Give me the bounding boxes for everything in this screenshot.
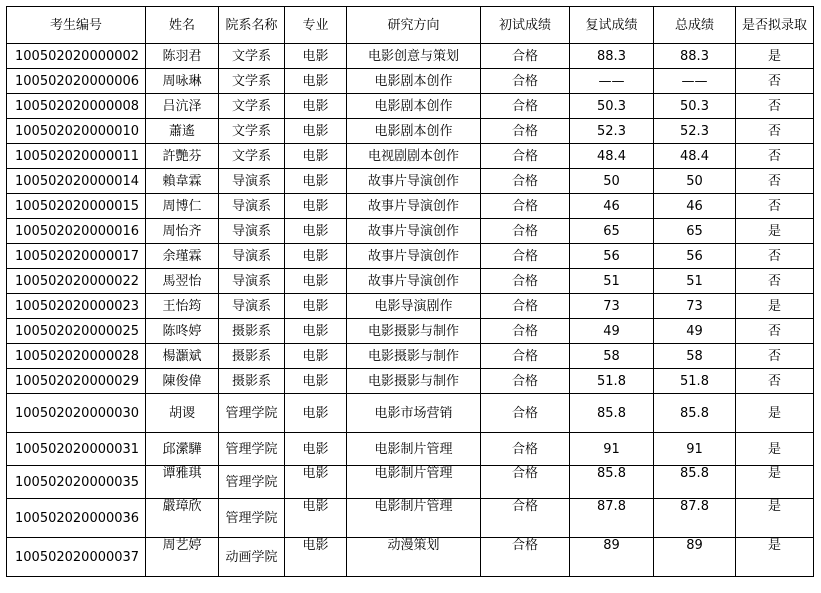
cell-retest-score: 56 [570,244,654,269]
cell-admitted: 否 [736,94,814,119]
cell-exam-id: 100502020000010 [7,119,146,144]
cell-retest-score: 51.8 [570,369,654,394]
cell-prelim-score: 合格 [481,344,570,369]
cell-retest-score: 73 [570,294,654,319]
cell-admitted: 否 [736,119,814,144]
table-row [7,244,814,269]
cell-major: 电影 [285,119,347,144]
cell-prelim-score: 合格 [481,169,570,194]
cell-retest-score: 91 [570,433,654,466]
cell-prelim-score: 合格 [481,538,570,577]
cell-exam-id: 100502020000002 [7,44,146,69]
table-row [7,269,814,294]
cell-total-score: 51 [654,269,736,294]
cell-prelim-score: 合格 [481,499,570,538]
cell-admitted: 否 [736,169,814,194]
cell-total-score: 85.8 [654,466,736,499]
cell-exam-id: 100502020000017 [7,244,146,269]
cell-admitted: 否 [736,344,814,369]
cell-retest-score: 51 [570,269,654,294]
cell-prelim-score: 合格 [481,69,570,94]
cell-research-direction: 电视剧剧本创作 [347,144,481,169]
header-exam-id: 考生编号 [7,7,146,44]
cell-research-direction: 电影摄影与制作 [347,319,481,344]
cell-name: 陈咚婷 [146,319,219,344]
cell-prelim-score: 合格 [481,319,570,344]
cell-department: 导演系 [219,244,285,269]
cell-retest-score: 85.8 [570,466,654,499]
cell-exam-id: 100502020000029 [7,369,146,394]
cell-admitted: 否 [736,319,814,344]
cell-retest-score: 85.8 [570,394,654,433]
header-prelim-score: 初试成绩 [481,7,570,44]
cell-exam-id: 100502020000022 [7,269,146,294]
cell-name: 余瑾霖 [146,244,219,269]
cell-admitted: 否 [736,144,814,169]
cell-total-score: 50.3 [654,94,736,119]
cell-department: 管理学院 [219,433,285,466]
cell-department: 文学系 [219,119,285,144]
cell-name: 蕭遙 [146,119,219,144]
cell-total-score: 52.3 [654,119,736,144]
table-row [7,369,814,394]
cell-total-score: —— [654,69,736,94]
cell-exam-id: 100502020000037 [7,538,146,577]
cell-department: 摄影系 [219,319,285,344]
cell-retest-score: 46 [570,194,654,219]
cell-name: 谭雅琪 [146,466,219,499]
cell-name: 馬翌怡 [146,269,219,294]
cell-department: 管理学院 [219,466,285,499]
cell-department: 文学系 [219,94,285,119]
cell-retest-score: 65 [570,219,654,244]
cell-retest-score: 52.3 [570,119,654,144]
cell-admitted: 否 [736,244,814,269]
cell-retest-score: 87.8 [570,499,654,538]
cell-name: 周艺婷 [146,538,219,577]
cell-major: 电影 [285,69,347,94]
cell-research-direction: 电影导演剧作 [347,294,481,319]
cell-research-direction: 电影剧本创作 [347,119,481,144]
cell-admitted: 否 [736,369,814,394]
cell-name: 邱瀠驊 [146,433,219,466]
cell-retest-score: 49 [570,319,654,344]
cell-major: 电影 [285,169,347,194]
cell-major: 电影 [285,269,347,294]
cell-research-direction: 电影市场营销 [347,394,481,433]
table-row [7,119,814,144]
cell-exam-id: 100502020000025 [7,319,146,344]
cell-name: 陈羽君 [146,44,219,69]
cell-department: 导演系 [219,194,285,219]
cell-total-score: 89 [654,538,736,577]
table-row [7,394,814,433]
cell-prelim-score: 合格 [481,394,570,433]
cell-total-score: 73 [654,294,736,319]
cell-retest-score: 48.4 [570,144,654,169]
cell-department: 管理学院 [219,499,285,538]
table-row [7,219,814,244]
cell-research-direction: 故事片导演创作 [347,269,481,294]
table-row [7,144,814,169]
cell-name: 楊灝斌 [146,344,219,369]
cell-prelim-score: 合格 [481,244,570,269]
cell-admitted: 是 [736,44,814,69]
cell-total-score: 50 [654,169,736,194]
cell-exam-id: 100502020000035 [7,466,146,499]
cell-retest-score: 58 [570,344,654,369]
cell-admitted: 是 [736,538,814,577]
cell-major: 电影 [285,433,347,466]
cell-total-score: 85.8 [654,394,736,433]
header-admitted: 是否拟录取 [736,7,814,44]
cell-major: 电影 [285,194,347,219]
cell-department: 文学系 [219,144,285,169]
table-row [7,344,814,369]
cell-exam-id: 100502020000031 [7,433,146,466]
cell-admitted: 否 [736,69,814,94]
cell-major: 电影 [285,144,347,169]
cell-exam-id: 100502020000030 [7,394,146,433]
cell-prelim-score: 合格 [481,144,570,169]
table-row [7,44,814,69]
cell-major: 电影 [285,538,347,577]
cell-name: 賴韋霖 [146,169,219,194]
cell-name: 許艷芬 [146,144,219,169]
cell-exam-id: 100502020000008 [7,94,146,119]
cell-department: 导演系 [219,169,285,194]
cell-total-score: 88.3 [654,44,736,69]
cell-research-direction: 故事片导演创作 [347,169,481,194]
cell-exam-id: 100502020000014 [7,169,146,194]
cell-research-direction: 电影剧本创作 [347,94,481,119]
cell-admitted: 是 [736,394,814,433]
cell-department: 文学系 [219,69,285,94]
cell-prelim-score: 合格 [481,433,570,466]
header-research-direction: 研究方向 [347,7,481,44]
cell-prelim-score: 合格 [481,44,570,69]
cell-name: 周博仁 [146,194,219,219]
cell-major: 电影 [285,44,347,69]
cell-research-direction: 电影制片管理 [347,466,481,499]
cell-prelim-score: 合格 [481,219,570,244]
cell-total-score: 91 [654,433,736,466]
cell-exam-id: 100502020000036 [7,499,146,538]
cell-prelim-score: 合格 [481,369,570,394]
cell-major: 电影 [285,94,347,119]
cell-retest-score: 50 [570,169,654,194]
table-row [7,69,814,94]
cell-prelim-score: 合格 [481,119,570,144]
cell-total-score: 49 [654,319,736,344]
cell-research-direction: 电影摄影与制作 [347,369,481,394]
header-name: 姓名 [146,7,219,44]
cell-research-direction: 动漫策划 [347,538,481,577]
cell-exam-id: 100502020000006 [7,69,146,94]
cell-exam-id: 100502020000011 [7,144,146,169]
table-row [7,538,814,577]
cell-department: 摄影系 [219,369,285,394]
cell-major: 电影 [285,499,347,538]
cell-major: 电影 [285,219,347,244]
cell-total-score: 48.4 [654,144,736,169]
cell-research-direction: 故事片导演创作 [347,244,481,269]
cell-department: 文学系 [219,44,285,69]
header-total-score: 总成绩 [654,7,736,44]
cell-exam-id: 100502020000016 [7,219,146,244]
cell-department: 管理学院 [219,394,285,433]
table-row [7,194,814,219]
cell-total-score: 51.8 [654,369,736,394]
cell-exam-id: 100502020000015 [7,194,146,219]
cell-name: 陳俊偉 [146,369,219,394]
cell-name: 周怡齐 [146,219,219,244]
cell-exam-id: 100502020000023 [7,294,146,319]
cell-exam-id: 100502020000028 [7,344,146,369]
cell-total-score: 56 [654,244,736,269]
cell-department: 导演系 [219,294,285,319]
cell-total-score: 65 [654,219,736,244]
cell-retest-score: 89 [570,538,654,577]
cell-major: 电影 [285,244,347,269]
header-major: 专业 [285,7,347,44]
header-department: 院系名称 [219,7,285,44]
cell-admitted: 否 [736,269,814,294]
cell-retest-score: 50.3 [570,94,654,119]
table-row [7,294,814,319]
table-row [7,466,814,499]
cell-admitted: 否 [736,194,814,219]
cell-department: 摄影系 [219,344,285,369]
cell-research-direction: 电影剧本创作 [347,69,481,94]
header-row [7,7,814,44]
cell-name: 嚴璋欣 [146,499,219,538]
cell-major: 电影 [285,394,347,433]
cell-major: 电影 [285,344,347,369]
cell-name: 胡谡 [146,394,219,433]
cell-prelim-score: 合格 [481,466,570,499]
cell-admitted: 是 [736,499,814,538]
page-footer [6,586,813,593]
cell-name: 周咏琳 [146,69,219,94]
cell-name: 王怡筠 [146,294,219,319]
table-row [7,499,814,538]
cell-major: 电影 [285,466,347,499]
table-row [7,94,814,119]
header-retest-score: 复试成绩 [570,7,654,44]
cell-research-direction: 电影制片管理 [347,433,481,466]
cell-prelim-score: 合格 [481,94,570,119]
table-row [7,319,814,344]
cell-admitted: 是 [736,219,814,244]
table-row [7,433,814,466]
cell-research-direction: 故事片导演创作 [347,194,481,219]
cell-retest-score: 88.3 [570,44,654,69]
cell-name: 吕沆泽 [146,94,219,119]
admission-table [6,6,814,577]
cell-total-score: 46 [654,194,736,219]
cell-research-direction: 电影创意与策划 [347,44,481,69]
table-row [7,169,814,194]
cell-admitted: 是 [736,466,814,499]
cell-department: 导演系 [219,269,285,294]
cell-admitted: 是 [736,433,814,466]
cell-research-direction: 电影制片管理 [347,499,481,538]
cell-admitted: 是 [736,294,814,319]
cell-retest-score: —— [570,69,654,94]
cell-prelim-score: 合格 [481,194,570,219]
cell-department: 动画学院 [219,538,285,577]
cell-total-score: 58 [654,344,736,369]
cell-prelim-score: 合格 [481,294,570,319]
cell-major: 电影 [285,319,347,344]
cell-department: 导演系 [219,219,285,244]
cell-total-score: 87.8 [654,499,736,538]
cell-research-direction: 故事片导演创作 [347,219,481,244]
cell-research-direction: 电影摄影与制作 [347,344,481,369]
cell-prelim-score: 合格 [481,269,570,294]
cell-major: 电影 [285,369,347,394]
cell-major: 电影 [285,294,347,319]
